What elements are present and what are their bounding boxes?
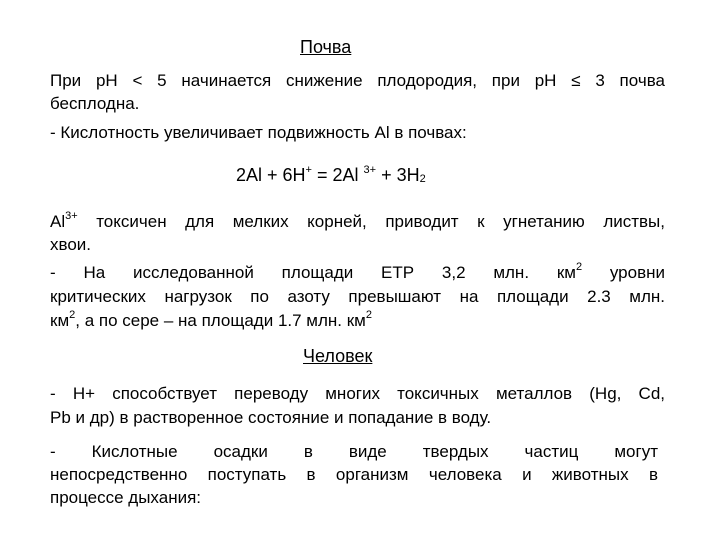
soil-p4-line2: критических нагрузок по азоту превышают на площади 2.3 млн. (50, 287, 665, 306)
soil-title: Почва (300, 37, 352, 57)
human-p2-line1: - Кислотные осадки в виде твердых частиц могут (50, 442, 658, 461)
soil-p1-line2: бесплодна. (50, 94, 140, 113)
soil-p3-line2: хвои. (50, 235, 92, 254)
soil-p1-line1: При pH < 5 начинается снижение плодородия, при pH ≤ 3 почва (50, 71, 665, 90)
reaction-equation: 2Al + 6H+ = 2Al $^{3+} + 3H_2$ (236, 164, 426, 185)
soil-p4-line1: - На исследованной площади ЕТР 3,2 млн. $км^2$ уровни (50, 261, 665, 282)
soil-p2: - Кислотность увеличивает подвижность Al в почвах: (50, 123, 467, 142)
human-title: Человек (303, 346, 373, 366)
human-p1-line2: Pb и др) в растворенное состояние и попадание в воду. (50, 408, 492, 427)
human-p2-line3: процессе дыхания: (50, 488, 202, 507)
human-p1-line1: - H+ способствует переводу многих токсичных металлов (Hg, Cd, (50, 384, 665, 403)
soil-p4-line3: $км^2$, а по сере – на площади 1.7 млн. $км^2$ (50, 309, 372, 330)
human-p2-line2: непосредственно поступать в организм человека и животных в (50, 465, 658, 484)
soil-p3-line1: $Al^{3+}$ токсичен для мелких корней, приводит к угнетанию листвы, (50, 210, 665, 231)
